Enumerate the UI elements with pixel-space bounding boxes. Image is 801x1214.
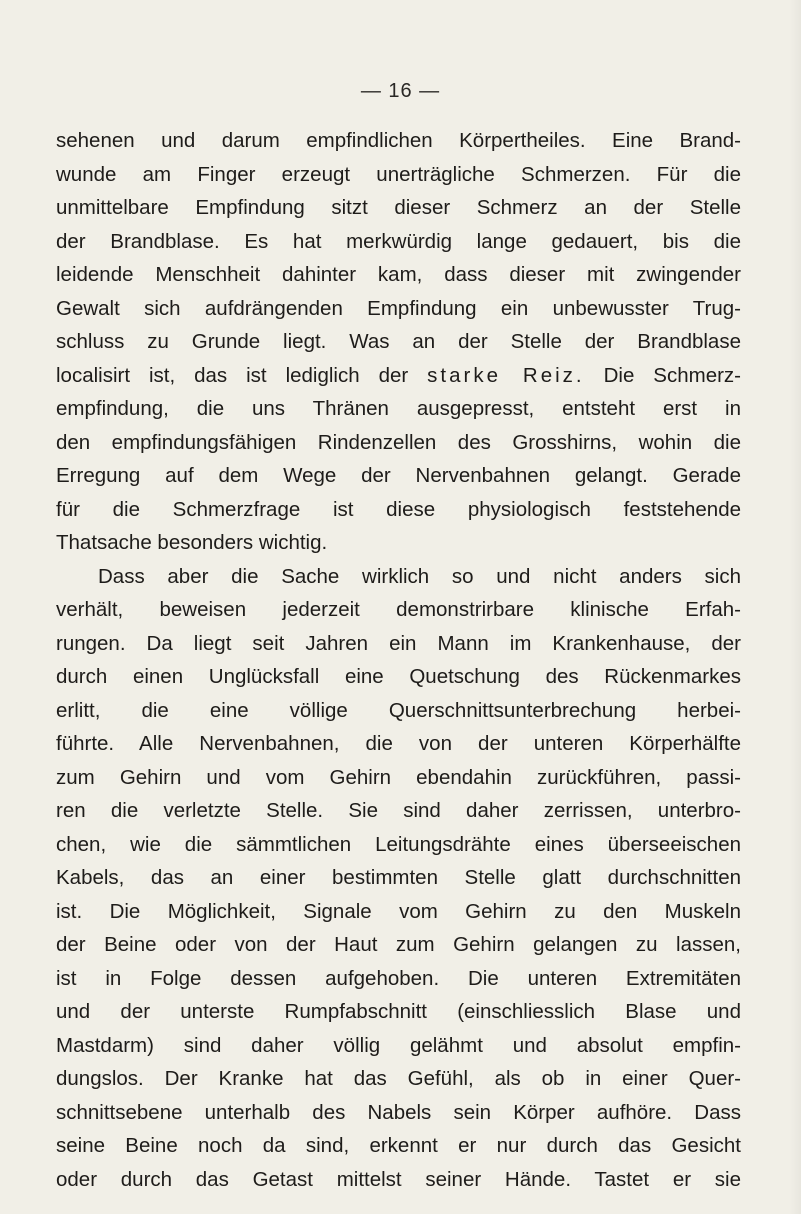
- text-fragment: localisirt ist, das ist lediglich der: [56, 363, 428, 387]
- text-line: sehenen und darum empfindlichen Körpertheiles. Eine Brand-: [56, 129, 741, 152]
- emphasized-text: starke Reiz.: [427, 363, 585, 387]
- text-line: seine Beine noch da sind, erkennt er nur durch das Gesicht: [56, 1134, 741, 1157]
- text-line: ren die verletzte Stelle. Sie sind daher zerrissen, unterbro-: [56, 799, 741, 822]
- text-line: führte. Alle Nervenbahnen, die von der unteren Körperhälfte: [56, 732, 741, 755]
- text-line: chen, wie die sämmtlichen Leitungsdrähte eines überseeischen: [56, 832, 741, 856]
- text-line: durch einen Unglücksfall eine Quetschung des Rückenmarkes: [56, 665, 741, 688]
- text-line: Erregung auf dem Wege der Nervenbahnen gelangt. Gerade: [56, 464, 741, 487]
- scan-edge-shadow: [789, 0, 801, 1214]
- text-line: oder durch das Getast mittelst seiner Hände. Tastet er sie: [56, 1167, 741, 1191]
- text-line: Mastdarm) sind daher völlig gelähmt und absolut empfin-: [56, 1033, 741, 1057]
- text-line: schluss zu Grunde liegt. Was an der Stelle der Brandblase: [56, 330, 741, 353]
- text-line: für die Schmerzfrage ist diese physiologisch feststehende: [56, 497, 741, 521]
- text-line: Dass aber die Sache wirklich so und nicht anders sich: [98, 564, 741, 588]
- text-line: den empfindungsfähigen Rindenzellen des Grosshirns, wohin die: [56, 430, 741, 454]
- text-line: leidende Menschheit dahinter kam, dass dieser mit zwingender: [56, 263, 741, 286]
- text-line: der Beine oder von der Haut zum Gehirn gelangen zu lassen,: [56, 933, 741, 956]
- text-line: ist in Folge dessen aufgehoben. Die unteren Extremitäten: [56, 966, 741, 990]
- page-number: — 16 —: [360, 80, 441, 102]
- text-line: dungslos. Der Kranke hat das Gefühl, als ob in einer Quer-: [56, 1067, 741, 1090]
- text-line: rungen. Da liegt seit Jahren ein Mann im Krankenhause, der: [56, 631, 741, 655]
- body-text: [56, 124, 741, 1196]
- text-line: ist. Die Möglichkeit, Signale vom Gehirn zu den Muskeln: [56, 899, 741, 923]
- text-line: empfindung, die uns Thränen ausgepresst, entsteht erst in: [56, 397, 741, 420]
- text-line: und der unterste Rumpfabschnitt (einschliesslich Blase und: [56, 1000, 741, 1023]
- text-line: unmittelbare Empfindung sitzt dieser Schmerz an der Stelle: [56, 196, 741, 219]
- text-line: Thatsache besonders wichtig.: [56, 531, 328, 554]
- text-line: zum Gehirn und vom Gehirn ebendahin zurückführen, passi-: [56, 765, 741, 789]
- text-line: der Brandblase. Es hat merkwürdig lange gedauert, bis die: [56, 229, 741, 253]
- text-line: schnittsebene unterhalb des Nabels sein Körper aufhöre. Dass: [56, 1100, 741, 1124]
- text-line: verhält, beweisen jederzeit demonstrirbare klinische Erfah-: [56, 598, 741, 621]
- text-line: Kabels, das an einer bestimmten Stelle glatt durchschnitten: [56, 866, 741, 889]
- text-line: erlitt, die eine völlige Querschnittsunterbrechung herbei-: [56, 698, 741, 722]
- text-line: wunde am Finger erzeugt unerträgliche Schmerzen. Für die: [56, 162, 741, 186]
- text-fragment: Die Schmerz-: [584, 363, 741, 387]
- text-line: [56, 359, 741, 393]
- text-line: Gewalt sich aufdrängenden Empfindung ein unbewusster Trug-: [56, 296, 741, 320]
